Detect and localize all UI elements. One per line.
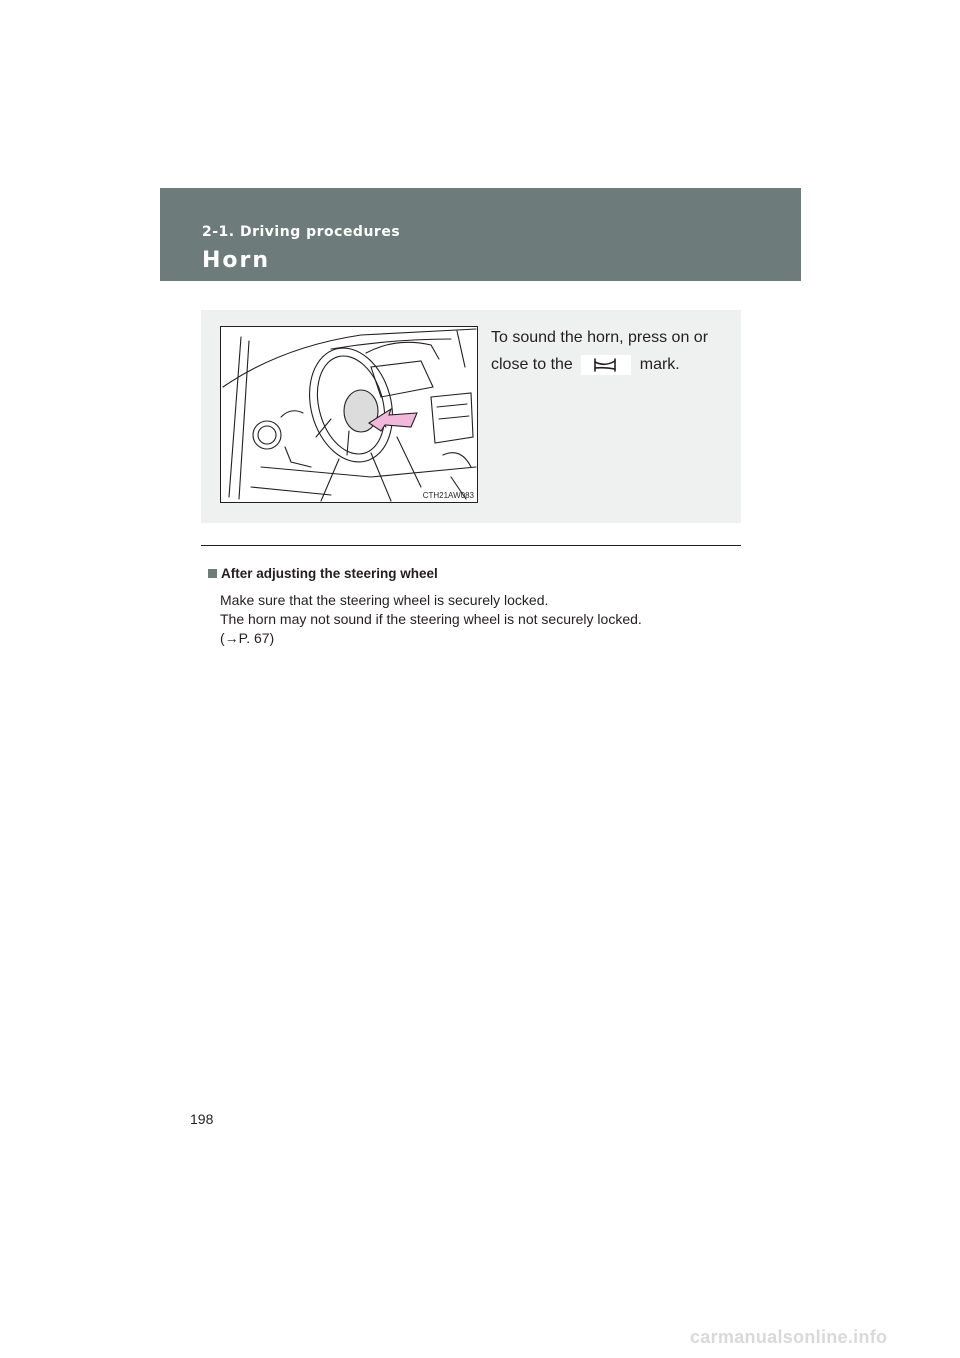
- note-section: [208, 566, 738, 648]
- note-line-2: The horn may not sound if the steering wheel is not securely locked.: [220, 611, 642, 627]
- figure-code: CTH21AW083: [422, 491, 474, 500]
- watermark: carmanualsonline.info: [690, 1327, 888, 1347]
- page-reference-link[interactable]: (→P. 67): [220, 630, 275, 646]
- divider: [201, 545, 741, 546]
- note-heading: [208, 566, 738, 581]
- dashboard-drawing: [221, 327, 477, 502]
- horn-icon: [581, 355, 631, 375]
- instruction-text-after: mark.: [639, 356, 680, 373]
- page-title: Horn: [202, 248, 271, 273]
- page-number: 198: [190, 1111, 214, 1127]
- section-label: 2-1. Driving procedures: [202, 224, 401, 240]
- note-heading-text: After adjusting the steering wheel: [221, 566, 438, 581]
- note-body: [208, 591, 738, 648]
- note-line-1: Make sure that the steering wheel is securely locked.: [220, 592, 549, 608]
- illustration-panel: [201, 310, 741, 523]
- steering-wheel-illustration: [220, 326, 478, 503]
- section-header: [160, 188, 801, 281]
- instruction-text: [491, 324, 731, 378]
- square-bullet-icon: [208, 569, 217, 578]
- instruction-text-before: To sound the horn, press on or close to the: [491, 329, 709, 373]
